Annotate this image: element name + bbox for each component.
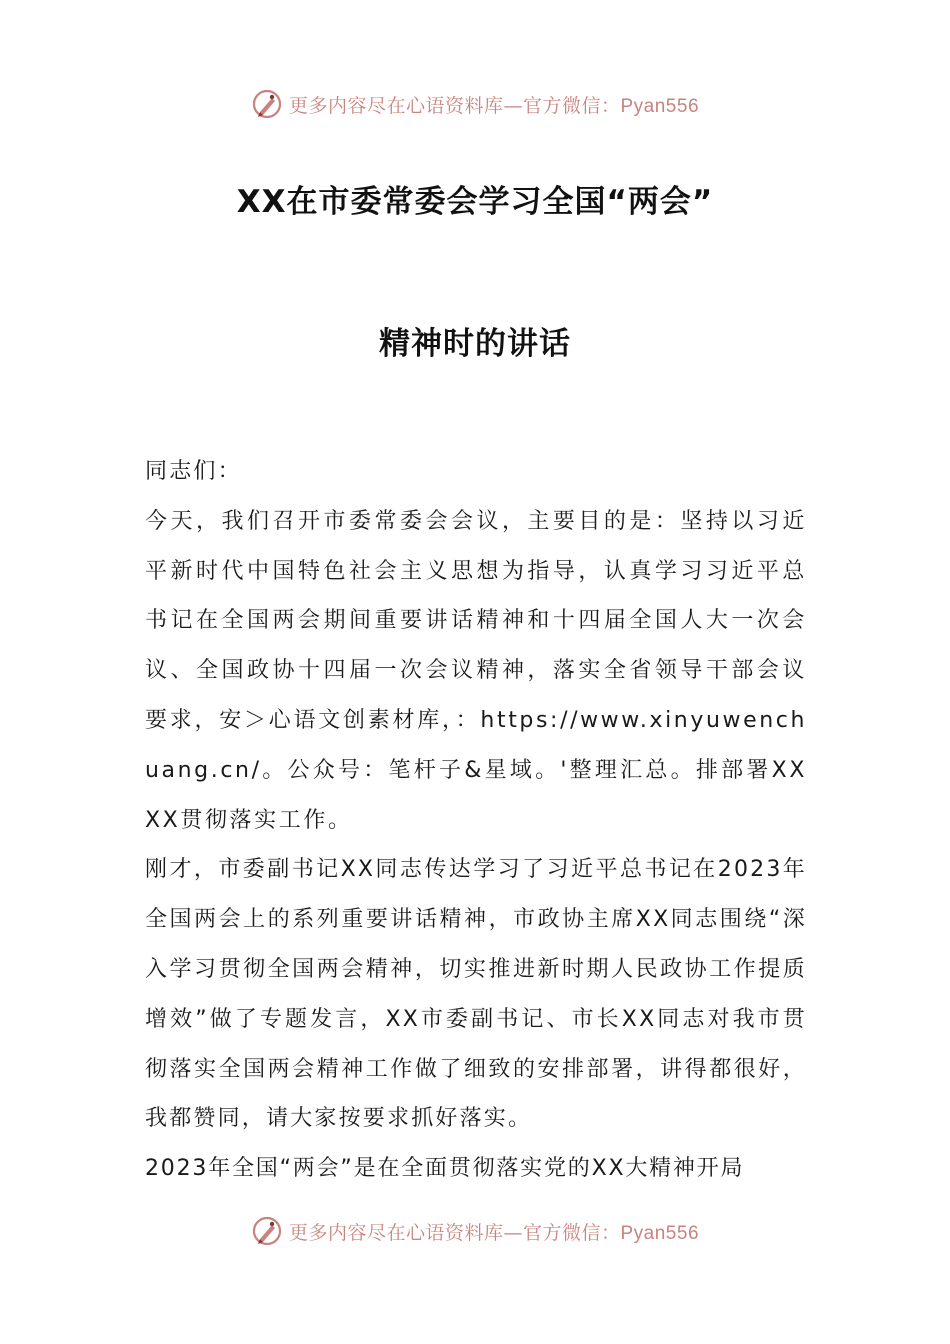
salutation: 同志们：: [145, 459, 242, 484]
document-title-line2: 精神时的讲话: [379, 326, 571, 362]
watermark-text-cn: 更多内容尽在心语资料库—官方微信：: [288, 1221, 621, 1244]
document-body: [145, 447, 807, 1194]
watermark-wechat-id: Pyan556: [620, 1222, 700, 1244]
pen-logo-icon: [251, 1215, 283, 1247]
paragraph-1: 今天，我们召开市委常委会会议，主要目的是：坚持以习近平新时代中国特色社会主义思想为指导，认真学习习近平总书记在全国两会期间重要讲话精神和十四届全国人大一次会议、全国政协十四届一次会议精神，落实全省领导干部会议要求，安＞心语文创素材库，：https://www.xinyuwenchuang.cn/。公众号：笔杆子&星域。'整理汇总。排部署XXXX贯彻落实工作。: [145, 508, 807, 833]
pen-logo-icon: [251, 88, 283, 120]
watermark-text: [289, 1218, 699, 1245]
watermark-text: [289, 91, 699, 118]
paragraph-2: 刚才，市委副书记XX同志传达学习了习近平总书记在2023年全国两会上的系列重要讲话精神，市政协主席XX同志围绕“深入学习贯彻全国两会精神，切实推进新时期人民政协工作提质增效”做了专题发言，XX市委副书记、市长XX同志对我市贯彻落实全国两会精神工作做了细致的安排部署，讲得都很好，我都赞同，请大家按要求抓好落实。: [145, 857, 807, 1132]
footer-watermark: [0, 1211, 950, 1251]
watermark-text-cn: 更多内容尽在心语资料库—官方微信：: [288, 94, 621, 117]
header-watermark: [0, 84, 950, 124]
watermark-wechat-id: Pyan556: [620, 95, 700, 117]
document-title-line1: XX在市委常委会学习全国“两会”: [236, 184, 714, 220]
paragraph-3: 2023年全国“两会”是在全面贯彻落实党的XX大精神开局: [145, 1156, 745, 1182]
